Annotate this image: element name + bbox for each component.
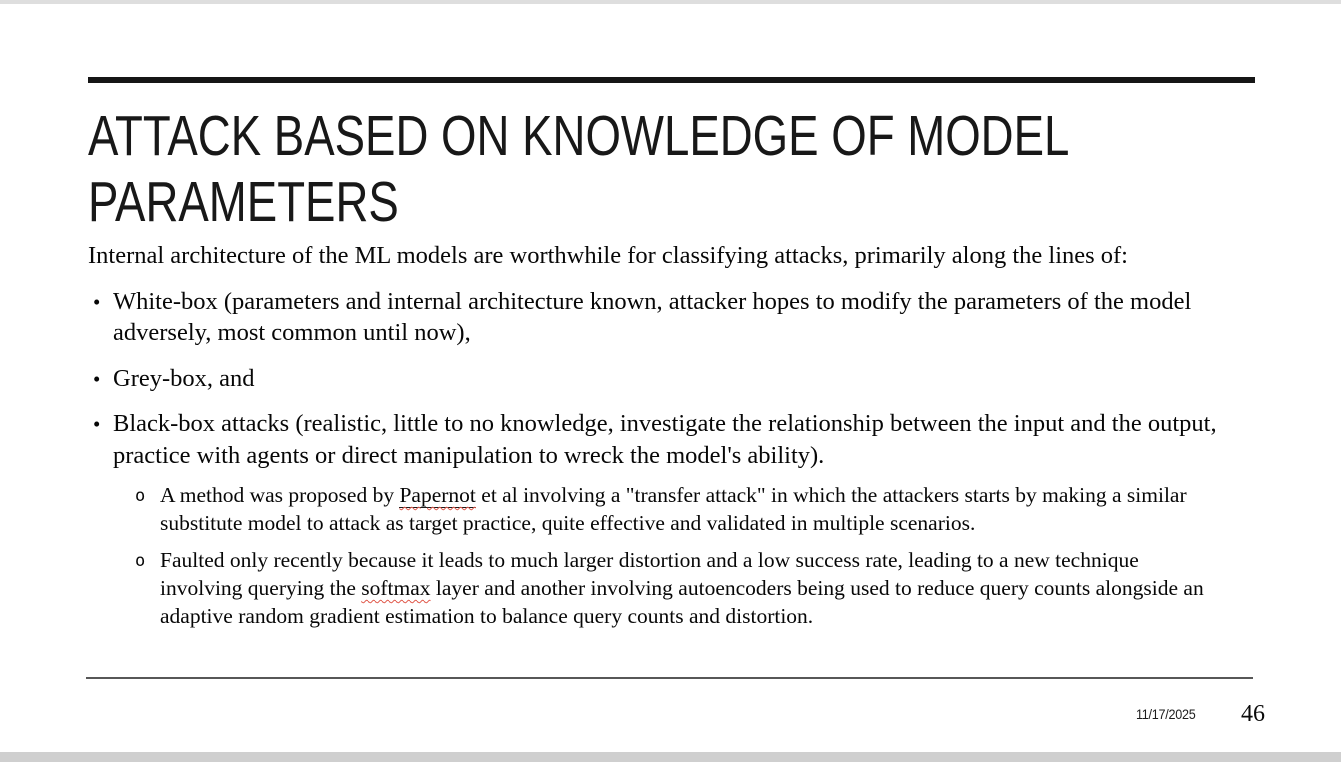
- slide-body: [88, 240, 1218, 630]
- sub-bullet-item-transfer-attack: [88, 481, 1218, 537]
- slide-title: [88, 103, 1315, 235]
- footer-divider-line: [86, 677, 1253, 679]
- bullet-text: White-box (parameters and internal architecture known, attacker hopes to modify the parameters of the model adversely, most common until now),: [113, 287, 1192, 346]
- bullet-list: [88, 286, 1218, 472]
- bullet-text: Grey-box, and: [113, 364, 255, 392]
- sub-bullet-marker: o: [135, 486, 146, 506]
- sub-bullet-marker: o: [135, 551, 146, 571]
- spellcheck-word-softmax: softmax: [361, 576, 431, 600]
- bullet-marker: •: [93, 412, 101, 436]
- bullet-text: Black-box attacks (realistic, little to no knowledge, investigate the relationship between the input and the output, practice with agents or direct manipulation to wreck the model's ability).: [113, 410, 1217, 469]
- intro-paragraph: Internal architecture of the ML models are worthwhile for classifying attacks, primarily along the lines of:: [88, 242, 1128, 269]
- slide-number-label: 46: [1241, 701, 1265, 727]
- sub-bullet-text-pre: A method was proposed by: [160, 483, 400, 507]
- sub-bullet-text-pre: Faulted only recently because it leads to much larger distortion and a low success rate, leading to a new technique involving querying the: [160, 548, 1139, 600]
- bullet-item-blackbox: [88, 408, 1218, 471]
- bullet-marker: •: [93, 289, 101, 314]
- slide-title-line-2: PARAMETERS: [88, 170, 399, 234]
- bullet-item-whitebox: [88, 286, 1218, 349]
- footer-date: 11/17/2025: [1136, 706, 1196, 722]
- sub-bullet-list: [88, 481, 1218, 630]
- sub-bullet-item-faulted-recently: [88, 546, 1218, 630]
- slide-title-line-1: ATTACK BASED ON KNOWLEDGE OF MODEL: [88, 104, 1070, 168]
- sub-bullet-text-post: layer and another involving autoencoders being used to reduce query counts alongside an adaptive random gradient estimation to balance query counts and distortion.: [160, 576, 1204, 628]
- top-edge-strip: [0, 0, 1341, 4]
- bullet-marker: •: [93, 366, 101, 391]
- title-top-rule: [88, 77, 1255, 83]
- sub-bullet-text-post: et al involving a "transfer attack" in which the attackers starts by making a similar substitute model to attack as target practice, quite effective and validated in multiple scenarios.: [160, 483, 1187, 535]
- bottom-edge-strip: [0, 752, 1341, 762]
- bullet-item-greybox: [88, 363, 1218, 395]
- spellcheck-word-papernot: Papernot: [399, 483, 476, 507]
